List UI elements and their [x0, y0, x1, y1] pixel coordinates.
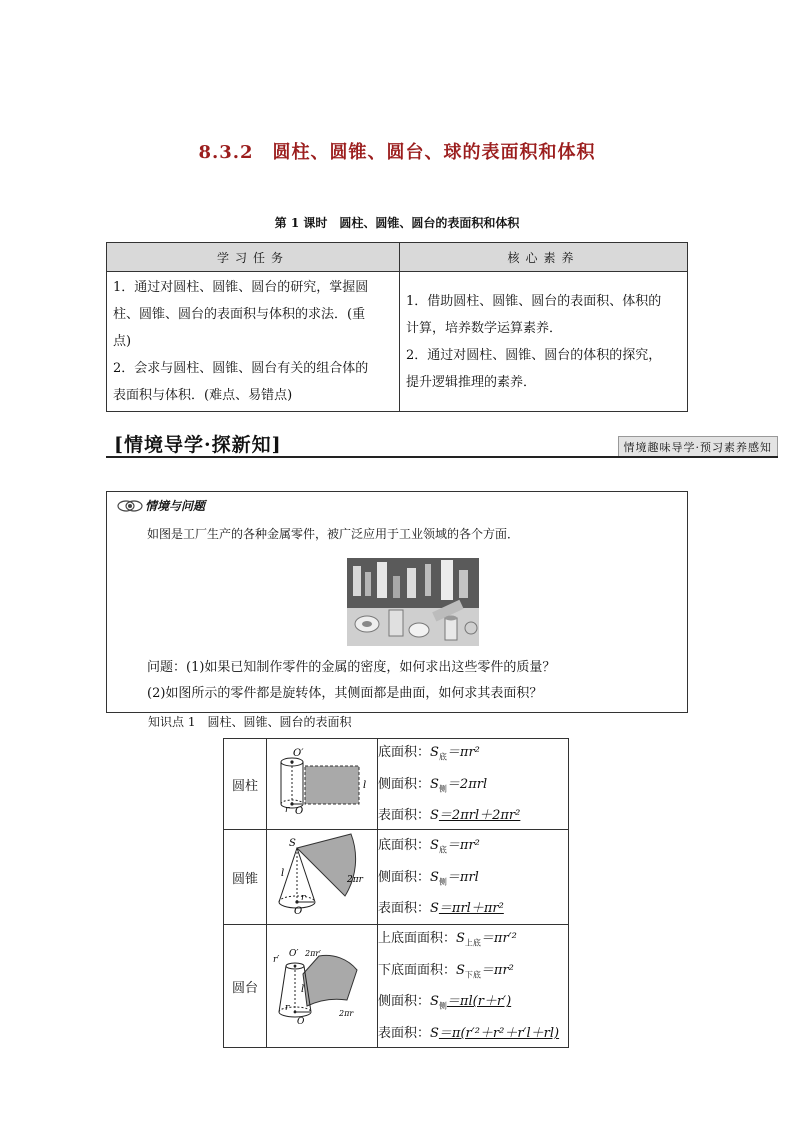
situation-intro: 如图是工厂生产的各种金属零件，被广泛应用于工业领域的各个方面． [147, 527, 520, 541]
formula-line: 侧面积：$S_侧=\pi l(r+r')$ [378, 994, 512, 1011]
literacy-line: 1．借助圆柱、圆锥、圆台的表面积、体积的 [406, 293, 662, 309]
label-o: O [297, 1017, 305, 1028]
formula-line: 底面积：$S_底=\pi r^2$ [378, 745, 480, 762]
cone-figure [267, 830, 378, 925]
shape-name-cylinder: 圆柱 [224, 739, 267, 830]
table-row [224, 830, 569, 925]
formula-line: 底面积：$S_底=\pi r^2$ [378, 838, 480, 855]
cylinder-diagram [267, 742, 377, 822]
task-line: 2．会求与圆柱、圆锥、圆台有关的组合体的 [113, 361, 369, 376]
section-banner [106, 428, 778, 458]
label-r: r [301, 893, 306, 904]
frustum-formulas [378, 925, 569, 1048]
label-o: O [295, 806, 304, 818]
label-r: r [285, 1003, 290, 1014]
formula-line: 表面积：S＝π(r′²＋r²＋r′l＋rl) [378, 1025, 560, 1041]
formula-line: 下底面面积：$S_{下底}=\pi r^2$ [378, 962, 514, 980]
label-l: l [281, 868, 285, 880]
label-l: l [301, 984, 305, 996]
knowledge-point-title: 知识点 1 圆柱、圆锥、圆台的表面积 [148, 715, 352, 729]
label-arc-length: 2πr [347, 875, 363, 886]
formula-line: 侧面积：$S_侧=2\pi rl$ [378, 776, 488, 794]
situation-box [106, 491, 688, 713]
header-learning-tasks: 学习任务 [107, 243, 400, 272]
question-2: (2)如图所示的零件都是旋转体，其侧面都是曲面，如何求其表面积？ [147, 686, 543, 701]
leaf-icon [117, 499, 143, 513]
label-s: S [289, 838, 296, 850]
formula-line: 上底面面积：$S_{上底}=\pi r'^2$ [378, 931, 517, 948]
section-title: [情境导学·探新知] [114, 434, 282, 456]
shape-name-frustum: 圆台 [224, 925, 267, 1048]
formula-line: 表面积：S＝πrl＋πr² [378, 901, 504, 917]
task-line: 柱、圆锥、圆台的表面积与体积的求法．(重 [113, 307, 366, 322]
cylinder-formulas [378, 739, 569, 830]
label-r: r [285, 805, 290, 816]
metal-parts-photo [347, 558, 479, 646]
table-row [224, 739, 569, 830]
learning-tasks-cell [107, 272, 400, 412]
label-r-prime: r′ [273, 955, 280, 966]
cylinder-figure [267, 739, 378, 830]
situation-heading: 情境与问题 [145, 499, 206, 513]
task-line: 点) [113, 334, 132, 349]
core-literacy-cell [400, 272, 688, 412]
formula-line: 表面积：S＝2πrl＋2πr² [378, 808, 521, 824]
literacy-line: 2．通过对圆柱、圆锥、圆台的体积的探究， [406, 347, 662, 363]
task-line: 1．通过对圆柱、圆锥、圆台的研究，掌握圆 [113, 280, 369, 295]
cone-diagram [267, 830, 377, 920]
section-tag: 情境趣味导学·预习素养感知 [618, 436, 779, 458]
literacy-line: 提升逻辑推理的素养． [406, 374, 537, 390]
question-1: 问题：(1)如果已知制作零件的金属的密度，如何求出这些零件的质量？ [147, 660, 556, 675]
table-row [224, 925, 569, 1048]
cone-formulas [378, 830, 569, 925]
metal-parts-illustration [347, 558, 479, 646]
frustum-diagram [267, 934, 377, 1034]
label-arc-bottom: 2πr [339, 1009, 354, 1019]
label-o-prime: O′ [289, 949, 299, 960]
label-l: l [363, 780, 367, 792]
page-title: 8.3.2 圆柱、圆锥、圆台、球的表面积和体积 [198, 142, 596, 163]
section-divider [106, 456, 778, 458]
literacy-line: 计算，培养数学运算素养． [406, 320, 563, 336]
lesson-subtitle: 第 1 课时 圆柱、圆锥、圆台的表面积和体积 [274, 216, 520, 230]
task-line: 表面积与体积．(难点、易错点) [113, 388, 293, 403]
learning-tasks-table [106, 242, 688, 412]
shape-name-cone: 圆锥 [224, 830, 267, 925]
frustum-figure [267, 925, 378, 1048]
header-core-literacy: 核心素养 [400, 243, 688, 272]
label-o: O [294, 906, 303, 918]
surface-area-formula-table [223, 738, 569, 1048]
label-arc-top: 2πr′ [305, 949, 321, 959]
formula-line: 侧面积：$S_侧=\pi rl$ [378, 869, 479, 887]
label-o-prime: O′ [293, 748, 304, 760]
